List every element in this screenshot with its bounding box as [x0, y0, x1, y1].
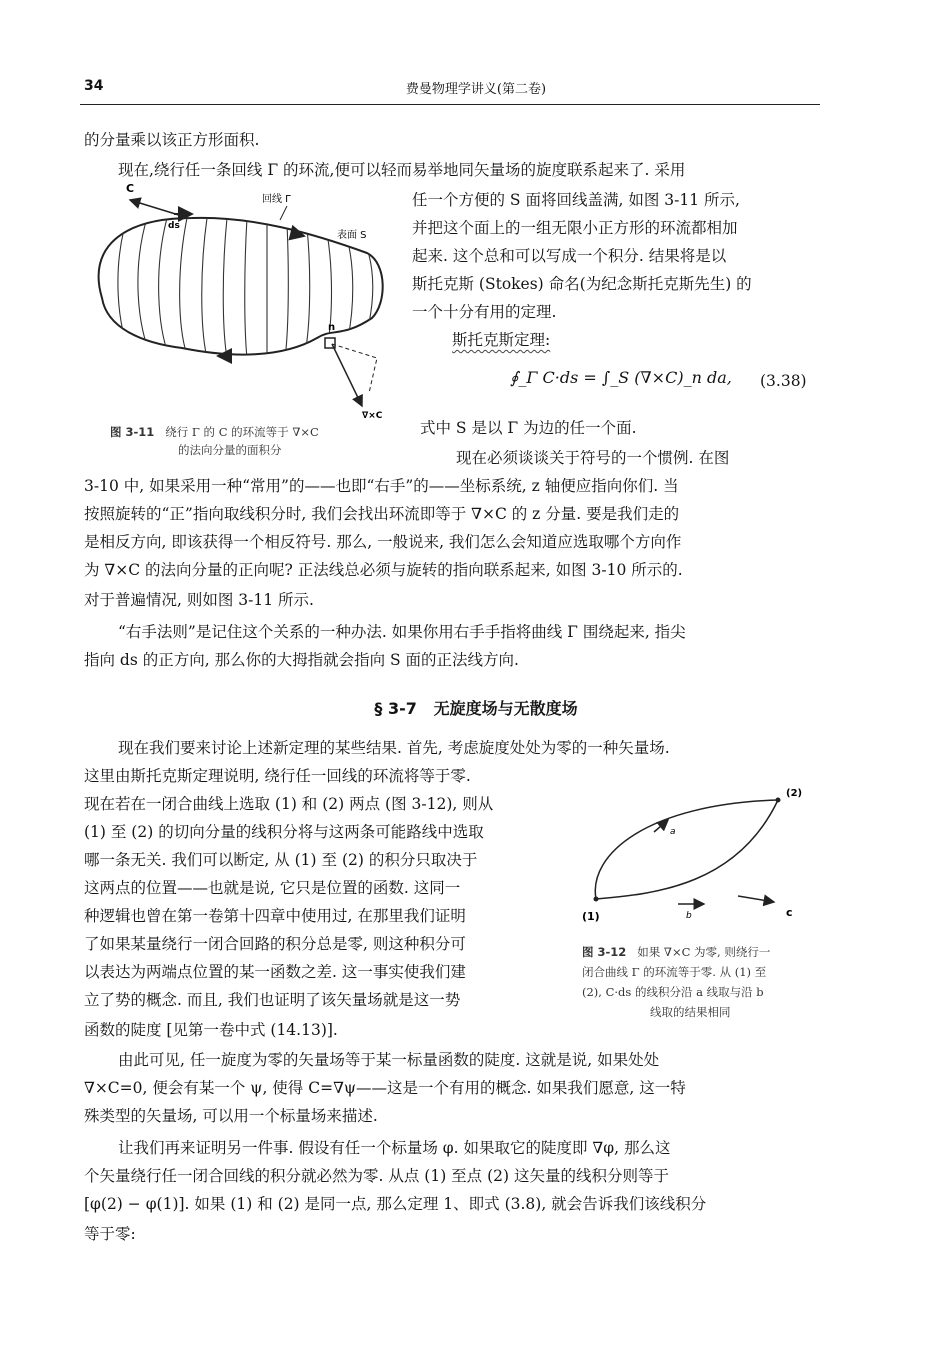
text-line: 种逻辑也曾在第一卷第十四章中使用过, 在那里我们证明 [84, 907, 466, 925]
header-rule [80, 104, 820, 105]
text-line: 以表达为两端点位置的某一函数之差. 这一事实使我们建 [84, 963, 466, 981]
figure-3-11-caption-line2: 的法向分量的面积分 [178, 443, 282, 457]
text-line: 并把这个面上的一组无限小正方形的环流都相加 [412, 219, 738, 237]
caption-number: 图 3-12 [582, 945, 627, 959]
theorem-title: 斯托克斯定理: [452, 331, 551, 349]
path-a [595, 800, 778, 899]
point-1-label: (1) [582, 910, 600, 923]
equation-number: (3.38) [760, 372, 807, 390]
text-line: 由此可见, 任一旋度为零的矢量场等于某一标量函数的陡度. 这就是说, 如果处处 [118, 1051, 660, 1069]
figure-3-12-path-independence [578, 784, 818, 934]
caption-line: 如果 ∇×C 为零, 则绕行一 [637, 945, 771, 959]
text-line: 3-10 中, 如果采用一种“常用”的——也即“右手”的——坐标系统, z 轴便应指向你们. 当 [84, 477, 679, 495]
text-line: 现在若在一闭合曲线上选取 (1) 和 (2) 两点 (图 3-12), 则从 [84, 795, 494, 813]
text-line: 的分量乘以该正方形面积. [84, 131, 260, 149]
text-line: 按照旋转的“正”指向取线积分时, 我们会找出环流即等于 ∇×C 的 z 分量. 要是我们走的 [84, 505, 680, 523]
text-line: 个矢量绕行任一闭合回线的积分就必然为零. 从点 (1) 至点 (2) 这矢量的线积分则等于 [84, 1167, 669, 1185]
caption-line: 绕行 Γ 的 C 的环流等于 ∇×C [165, 425, 319, 439]
text-line: 现在我们要来讨论上述新定理的某些结果. 首先, 考虑旋度处处为零的一种矢量场. [118, 739, 670, 757]
text-line: 立了势的概念. 而且, 我们也证明了该矢量场就是这一势 [84, 991, 461, 1009]
text-line: 式中 S 是以 Γ 为边的任一个面. [420, 419, 637, 437]
figure-3-12-caption [582, 944, 770, 960]
section-number: § 3-7 [374, 699, 417, 718]
c-label: C [126, 182, 135, 195]
figure-3-12-caption-line: 闭合曲线 Γ 的环流等于零. 从 (1) 至 [582, 965, 767, 979]
figure-3-12-caption-line: 线取的结果相同 [650, 1005, 731, 1019]
figure-3-11-caption [110, 424, 319, 440]
surface-label: 表面 S [337, 230, 367, 241]
c-arrow [738, 896, 774, 902]
text-line: 哪一条无关. 我们可以断定, 从 (1) 至 (2) 的积分只取决于 [84, 851, 478, 869]
text-line: 这里由斯托克斯定理说明, 绕行任一回线的环流将等于零. [84, 767, 471, 785]
page-number: 34 [84, 78, 104, 94]
figure-3-11-stokes-surface [82, 178, 402, 418]
text-line: 为 ∇×C 的法向分量的正向呢? 正法线总必须与旋转的指向联系起来, 如图 3-10 所示的. [84, 561, 683, 579]
text-line: 现在必须谈谈关于符号的一个惯例. 在图 [456, 449, 730, 467]
b-label: b [686, 911, 692, 921]
point-2-label: (2) [786, 788, 803, 799]
caption-number: 图 3-11 [110, 425, 155, 439]
surface-hatching [118, 218, 373, 358]
path-b [596, 800, 778, 899]
normal-vector-arrow [332, 344, 362, 406]
text-line: “右手法则”是记住这个关系的一种办法. 如果你用右手手指将曲线 Γ 围绕起来, 指尖 [118, 623, 686, 641]
curl-projection-dashed [332, 344, 377, 393]
text-line: 斯托克斯 (Stokes) 命名(为纪念斯托克斯先生) 的 [412, 275, 752, 293]
text-line: 指向 ds 的正方向, 那么你的大拇指就会指向 S 面的正法线方向. [84, 651, 519, 669]
text-line: 现在,绕行任一条回线 Γ 的环流,便可以轻而易举地同矢量场的旋度联系起来了. 采用 [118, 161, 686, 179]
n-label: n [328, 322, 336, 333]
section-title: 无旋度场与无散度场 [433, 699, 578, 718]
point-1 [594, 897, 599, 902]
running-title: 费曼物理学讲义(第二卷) [405, 82, 547, 97]
point-2 [776, 798, 781, 803]
text-line: [φ(2) − φ(1)]. 如果 (1) 和 (2) 是同一点, 那么定理 1、即式 (3.8), 就会告诉我们该线积分 [84, 1195, 707, 1213]
a-label: a [670, 827, 676, 837]
c-label: c [786, 906, 793, 919]
figure-3-12-caption-line: (2), C·ds 的线积分沿 a 线取与沿 b [582, 985, 764, 999]
text-line: 是相反方向, 即该获得一个相反符号. 那么, 一般说来, 我们怎么会知道应选取哪个方向作 [84, 533, 682, 551]
section-heading [0, 696, 952, 719]
loop-direction-arrow [292, 233, 304, 236]
curl-label: ∇×C [362, 411, 383, 418]
text-line: 等于零: [84, 1225, 136, 1243]
text-line: 这两点的位置——也就是说, 它只是位置的函数. 这同一 [84, 879, 461, 897]
text-line: 函数的陡度 [见第一卷中式 (14.13)]. [84, 1021, 338, 1039]
text-line: 殊类型的矢量场, 可以用一个标量场来描述. [84, 1107, 378, 1125]
text-line: 一个十分有用的定理. [412, 303, 557, 321]
stokes-equation: ∮_Γ C·ds = ∫_S (∇×C)_n da, [510, 368, 732, 387]
text-line: 让我们再来证明另一件事. 假设有任一个标量场 φ. 如果取它的陡度即 ∇φ, 那么这 [118, 1139, 671, 1157]
text-line: 起来. 这个总和可以写成一个积分. 结果将是以 [412, 247, 727, 265]
text-line: (1) 至 (2) 的切向分量的线积分将与这两条可能路线中选取 [84, 823, 484, 841]
loop-pointer [280, 206, 287, 220]
text-line: 任一个方便的 S 面将回线盖满, 如图 3-11 所示, [412, 191, 740, 209]
text-line: ∇×C=0, 便会有某一个 ψ, 使得 C=∇ψ——这是一个有用的概念. 如果我们愿意, 这一特 [84, 1079, 686, 1097]
text-line: 了如果某量绕行一闭合回路的积分总是零, 则这种积分可 [84, 935, 466, 953]
ds-label: ds [168, 221, 180, 231]
text-line: 对于普遍情况, 则如图 3-11 所示. [84, 591, 314, 609]
loop-label: 回线 Γ [262, 194, 291, 205]
